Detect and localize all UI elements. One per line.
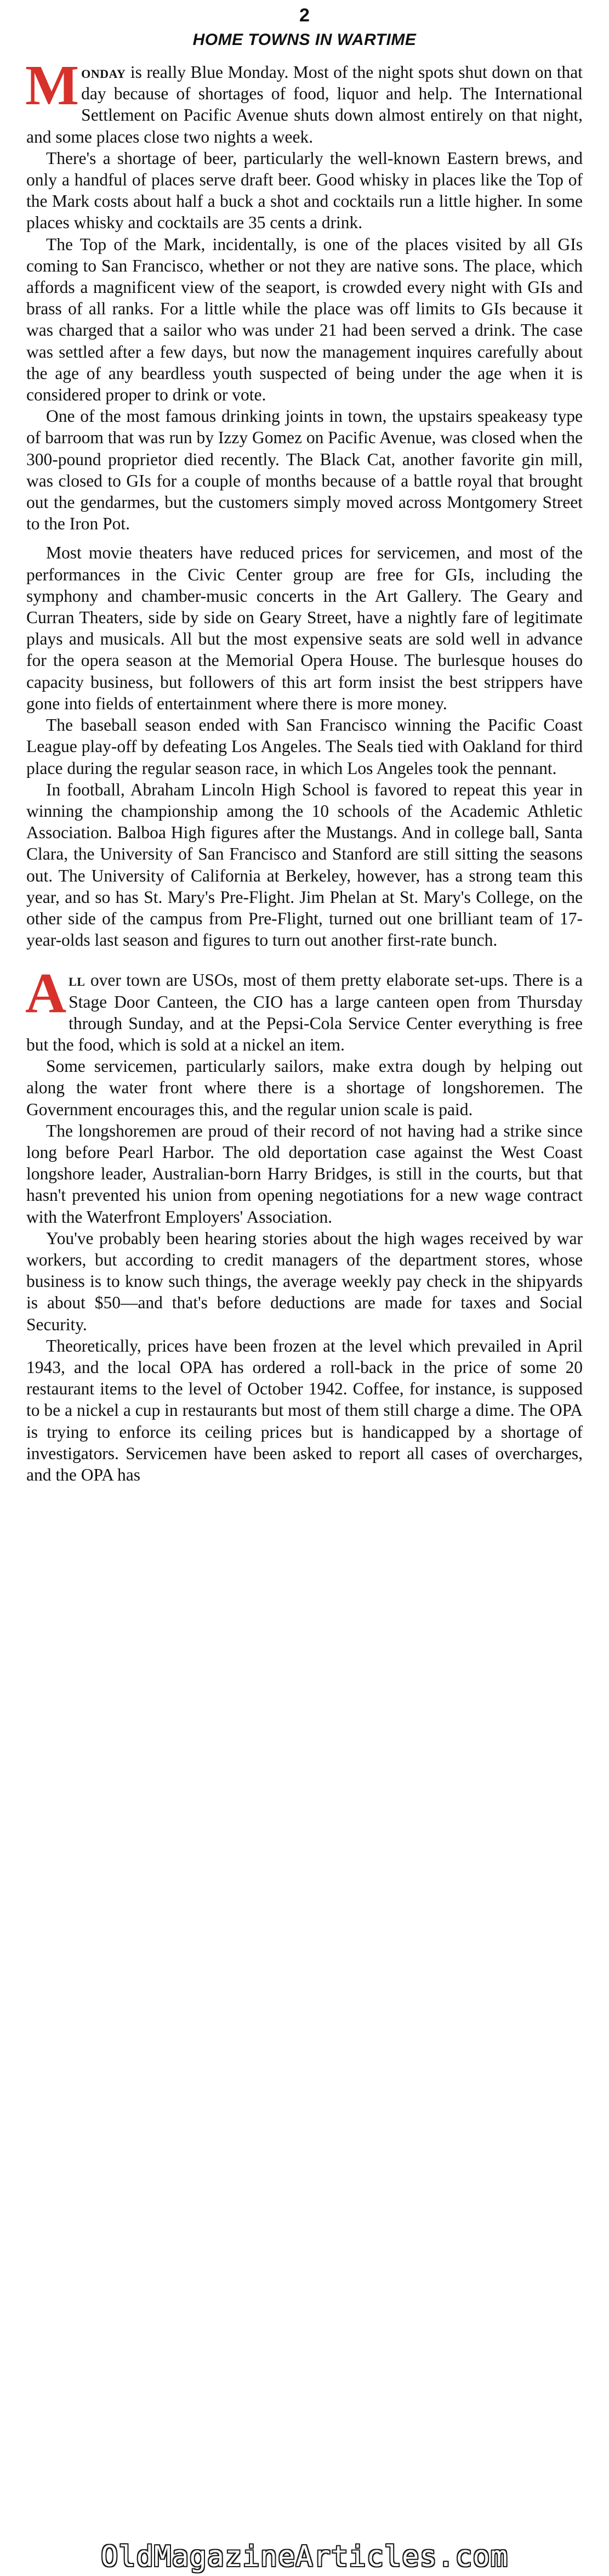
article-paragraph — [25, 962, 583, 1055]
article-paragraph: The baseball season ended with San Francisco winning the Pacific Coast League play-off by defeating Los Angeles. The Seals tied with Oakland for third place during the regular season race, in which Los Angeles took the pennant. — [26, 715, 583, 778]
article-paragraph: Some servicemen, particularly sailors, make extra dough by helping out along the water front where there is a shortage of longshoremen. The Government encourages this, and the regular union scale is paid. — [26, 1057, 583, 1119]
lead-word: ll — [69, 970, 86, 990]
magazine-page — [26, 0, 583, 2576]
page-number: 2 — [299, 5, 310, 26]
article-paragraph: One of the most famous drinking joints in town, the upstairs speakeasy type of barroom that was run by Izzy Gomez on Pacific Avenue, was closed when the 300-pound proprietor died recently. The Black Cat, another favorite gin mill, was closed to GIs for a couple of months because of a battle royal that brought out the gendarmes, but the customers simply moved across Montgomery Street to the Iron Pot. — [26, 406, 583, 534]
article-paragraph: Most movie theaters have reduced prices for servicemen, and most of the performances in the Civic Center group are free for GIs, including the symphony and chamber-music concerts in the Art Gallery. The Geary and Curran Theaters, side by side on Geary Street, have a nightly fare of legitimate plays and musicals. All but the most expensive seats are sold well in advance for the opera season at the Memorial Opera House. The burlesque houses do capacity business, but followers of this art form insist the best strippers have gone into fields of entertainment where there is more money. — [26, 543, 583, 713]
drop-cap: M — [25, 54, 79, 117]
article-paragraph: There's a shortage of beer, particularly the well-known Eastern brews, and only a handful of places serve draft beer. Good whisky in places like the Top of the Mark costs about half a buck a shot and cocktails run a little higher. In some places whisky and cocktails are 35 cents a drink. — [26, 148, 583, 233]
article-paragraph: The Top of the Mark, incidentally, is one of the places visited by all GIs coming to San Francisco, whether or not they are native sons. The place, which affords a magnificent view of the seaport, is crowded every night with GIs and brass of all ranks. For a little while the place was off limits to GIs because it was charged that a sailor who was under 21 had been served a drink. The case was settled after a few days, but now the management inquires carefully about the age of any beardless youth suspected of being under the age when it is considered proper to drink or vote. — [26, 234, 583, 405]
article-body — [25, 54, 583, 1485]
article-paragraph: In football, Abraham Lincoln High School is favored to repeat this year in winning the championship among the 10 schools of the Academic Athletic Association. Balboa High figures after the Mustangs. And in college ball, Santa Clara, the University of San Francisco and Stanford are still sitting the seasons out. The University of California at Berkeley, however, has a strong team this year, and so has St. Mary's Pre-Flight. Jim Phelan at St. Mary's College, on the other side of the campus from Pre-Flight, turned out one brilliant team of 17-year-olds last season and figures to turn out another first-rate bunch. — [26, 779, 583, 950]
article-paragraph — [25, 54, 583, 148]
paragraph-text: over town are USOs, most of them pretty elaborate set-ups. There is a Stage Door Canteen, the CIO has a large canteen open from Thursday through Sunday, and at the Pepsi-Cola Service Center everything is free but the food, which is sold at a nickel an item. — [26, 970, 583, 1054]
drop-cap: A — [25, 962, 67, 1025]
article-paragraph: The longshoremen are proud of their record of not having had a strike since long before Pearl Harbor. The old deportation case against the West Coast longshore leader, Australian-born Harry Bridges, is still in the courts, but that hasn't prevented his union from opening negotiations for a new wage contract with the Waterfront Employers' Association. — [26, 1121, 583, 1227]
watermark-footer: OldMagazineArticles.com — [100, 2540, 509, 2573]
running-title: HOME TOWNS IN WARTIME — [192, 31, 417, 49]
paragraph-text: is really Blue Monday. Most of the night spots shut down on that day because of shortages of food, liquor and help. The International Settlement on Pacific Avenue shuts down almost entirely on that night, and some places close two nights a week. — [26, 63, 583, 146]
article-paragraph: You've probably been hearing stories about the high wages received by war workers, but according to credit managers of the department stores, whose business is to know such things, the average weekly pay check in the shipyards is about $50—and that's before deductions are made for taxes and Social Security. — [26, 1228, 583, 1334]
section-break — [26, 951, 583, 969]
article-paragraph: Theoretically, prices have been frozen at the level which prevailed in April 1943, and the local OPA has ordered a roll-back in the price of some 20 restaurant items to the level of October 1942. Coffee, for instance, is supposed to be a nickel a cup in restaurants but most of them still charge a dime. The OPA is trying to enforce its ceiling prices but is handicapped by a shortage of investigators. Servicemen have been asked to report all cases of overcharges, and the OPA has — [26, 1336, 583, 1484]
lead-word: onday — [81, 63, 126, 82]
